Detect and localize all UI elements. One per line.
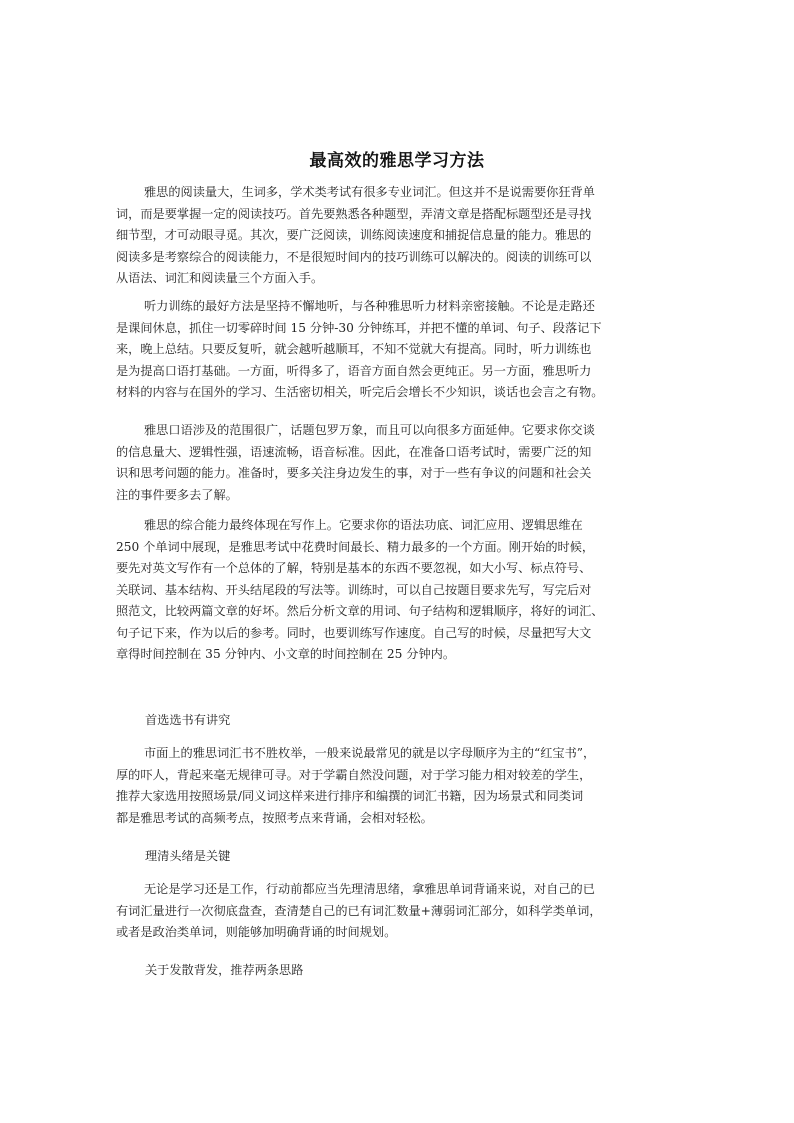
text-line: 都是雅思考试的高频考点，按照考点来背诵，会相对轻松。 xyxy=(116,810,433,825)
text-line: 无论是学习还是工作，行动前都应当先理清思绪，拿雅思单词背诵来说，对自己的已 xyxy=(144,882,595,896)
text-line: 是为提高口语打基础。一方面，听得多了，语音方面自然会更纯正。另一方面，雅思听力 xyxy=(116,363,592,378)
text-line: 要先对英文写作有一个总体的了解，特别是基本的东西不要忽视，如大小写、标点符号、 xyxy=(116,561,592,575)
text-line: 听力训练的最好方法是坚持不懈地听，与各种雅思听力材料亲密接触。不论是走路还 xyxy=(144,299,595,313)
text-line: 注的事件要多去了解。 xyxy=(116,487,238,502)
text-line: 来，晚上总结。只要反复听，就会越听越顺耳，不知不觉就大有提高。同时，听力训练也 xyxy=(116,342,592,356)
text-line: 阅读多是考察综合的阅读能力，不是很短时间内的技巧训练可以解决的。阅读的训练可以 xyxy=(116,249,592,264)
section-heading-recite: 关于发散背发，推荐两条思路 xyxy=(145,963,304,977)
text-line: 词，而是要掌握一定的阅读技巧。首先要熟悉各种题型，弄清文章是搭配标题型还是寻找 xyxy=(116,206,592,221)
text-line: 从语法、词汇和阅读量三个方面入手。 xyxy=(116,271,324,285)
section-heading-books: 首选选书有讲究 xyxy=(145,713,231,727)
paragraph-listening xyxy=(116,296,688,404)
paragraph-books xyxy=(116,743,688,829)
text-line: 是课间休息，抓住一切零碎时间 15 分钟-30 分钟练耳，并把不懂的单词、句子、段落记下 xyxy=(116,320,602,335)
text-line: 市面上的雅思词汇书不胜枚举，一般来说最常见的就是以字母顺序为主的“红宝书”， xyxy=(144,746,596,760)
text-line: 雅思的阅读量大，生词多，学术类考试有很多专业词汇。但这并不是说需要你狂背单 xyxy=(144,185,595,199)
text-line: 句子记下来，作为以后的参考。同时，也要训练写作速度。自己写的时候，尽量把写大文 xyxy=(116,625,592,640)
text-line: 材料的内容与在国外的学习、生活密切相关，听完后会增长不少知识，谈话也会言之有物。 xyxy=(116,385,604,399)
text-line: 章得时间控制在 35 分钟内、小文章的时间控制在 25 分钟内。 xyxy=(116,647,456,661)
text-line: 的信息量大、逻辑性强，语速流畅，语音标准。因此，在准备口语考试时，需要广泛的知 xyxy=(116,444,592,459)
text-line: 250 个单词中展现，是雅思考试中花费时间最长、精力最多的一个方面。刚开始的时候， xyxy=(116,539,595,554)
text-line: 厚的吓人，背起来毫无规律可寻。对于学霸自然没问题，对于学习能力相对较差的学生， xyxy=(116,767,592,782)
paragraph-speaking xyxy=(116,420,688,506)
text-line: 照范文，比较两篇文章的好坏。然后分析文章的用词、句子结构和逻辑顺序，将好的词汇、 xyxy=(116,604,604,618)
text-line: 或者是政治类单词，则能够加明确背诵的时间规划。 xyxy=(116,925,397,939)
section-heading-thoughts: 理清头绪是关键 xyxy=(145,849,231,863)
text-line: 关联词、基本结构、开头结尾段的写法等。训练时，可以自己按题目要求先写，写完后对 xyxy=(116,582,592,597)
paragraph-reading xyxy=(116,182,688,290)
text-line: 雅思的综合能力最终体现在写作上。它要求你的语法功底、词汇应用、逻辑思维在 xyxy=(144,518,583,532)
text-line: 识和思考问题的能力。准备时，要多关注身边发生的事，对于一些有争议的问题和社会关 xyxy=(116,466,592,480)
text-line: 有词汇量进行一次彻底盘查，查清楚自己的已有词汇数量+薄弱词汇部分，如科学类单词， xyxy=(116,903,602,918)
text-line: 细节型，才可动眼寻觅。其次，要广泛阅读，训练阅读速度和捕捉信息量的能力。雅思的 xyxy=(116,228,592,242)
text-line: 推荐大家选用按照场景/同义词这样来进行排序和编撰的词汇书籍，因为场景式和同类词 xyxy=(116,789,584,803)
text-line: 雅思口语涉及的范围很广，话题包罗万象，而且可以向很多方面延伸。它要求你交谈 xyxy=(144,423,595,437)
paragraph-thoughts xyxy=(116,879,688,944)
document-title: 最高效的雅思学习方法 xyxy=(309,151,485,171)
paragraph-writing xyxy=(116,515,688,666)
